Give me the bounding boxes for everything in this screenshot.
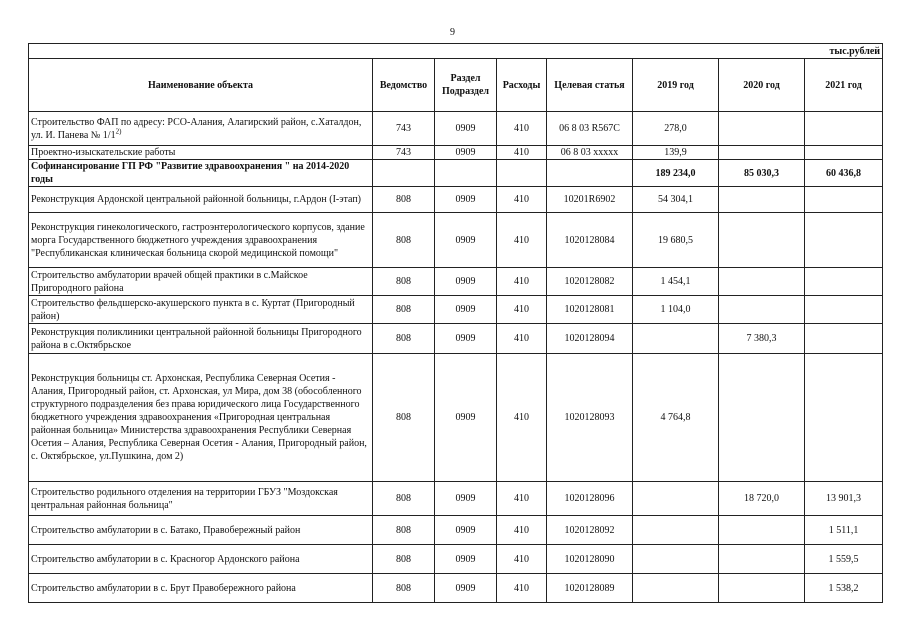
cell-section: 0909 <box>435 112 497 146</box>
table-row <box>29 296 883 324</box>
cell-y2021 <box>805 268 883 296</box>
cell-expense: 410 <box>497 146 547 160</box>
cell-y2020 <box>719 354 805 482</box>
cell-y2019 <box>633 574 719 603</box>
cell-target: 10201R6902 <box>547 187 633 213</box>
table-row <box>29 268 883 296</box>
cell-name: Строительство амбулатории в с. Красногор Ардонского района <box>29 545 373 574</box>
cell-name: Проектно-изыскательские работы <box>29 146 373 160</box>
cell-name: Строительство амбулатории врачей общей практики в с.Майское Пригородного района <box>29 268 373 296</box>
cell-section: 0909 <box>435 574 497 603</box>
cell-name: Реконструкция гинекологического, гастроэнтерологического корпусов, здание морга Государственного бюджетного учреждения здравоохранения "Республиканская клиническая больница скорой медицинской помощи" <box>29 213 373 268</box>
cell-name: Строительство родильного отделения на территории ГБУЗ "Моздокская центральная районная больница" <box>29 482 373 516</box>
cell-y2020: 18 720,0 <box>719 482 805 516</box>
cell-expense: 410 <box>497 296 547 324</box>
cell-y2021: 1 559,5 <box>805 545 883 574</box>
cell-dept: 808 <box>373 187 435 213</box>
table-row <box>29 482 883 516</box>
cell-y2019 <box>633 482 719 516</box>
cell-y2020 <box>719 296 805 324</box>
header-2021: 2021 год <box>805 59 883 112</box>
cell-expense: 410 <box>497 545 547 574</box>
cell-target: 1020128081 <box>547 296 633 324</box>
cell-y2020 <box>719 516 805 545</box>
cell-y2021 <box>805 296 883 324</box>
header-name: Наименование объекта <box>29 59 373 112</box>
cell-y2019: 54 304,1 <box>633 187 719 213</box>
cell-target: 1020128089 <box>547 574 633 603</box>
cell-y2020 <box>719 574 805 603</box>
header-target: Целевая статья <box>547 59 633 112</box>
cell-name: Реконструкция больницы ст. Архонская, Республика Северная Осетия - Алания, Пригородный район, ст. Архонская, ул Мира, дом 38 (обособленного структурного подразделения без права юридического лица Государственного бюджетного учреждения здравоохранения «Пригородная центральная районная больница» Министерства здравоохранения Республики Северная Осетия – Алания, Республика Северная Осетия - Алания, Пригородный район, с. Октябрьское, ул.Пушкина, дом 2) <box>29 354 373 482</box>
cell-y2019: 1 454,1 <box>633 268 719 296</box>
cell-dept <box>373 160 435 187</box>
header-2019: 2019 год <box>633 59 719 112</box>
cell-y2021 <box>805 187 883 213</box>
cell-target: 1020128092 <box>547 516 633 545</box>
cell-name: Строительство фельдшерско-акушерского пункта в с. Куртат (Пригородный район) <box>29 296 373 324</box>
cell-y2021 <box>805 354 883 482</box>
cell-y2021 <box>805 213 883 268</box>
header-dept: Ведомство <box>373 59 435 112</box>
cell-target <box>547 160 633 187</box>
cell-name: Реконструкция поликлиники центральной районной больницы Пригородного района в с.Октябрьское <box>29 324 373 354</box>
cell-y2020: 7 380,3 <box>719 324 805 354</box>
table-row <box>29 516 883 545</box>
table-row <box>29 354 883 482</box>
cell-y2019: 139,9 <box>633 146 719 160</box>
cell-section: 0909 <box>435 545 497 574</box>
cell-expense: 410 <box>497 324 547 354</box>
cell-y2019 <box>633 324 719 354</box>
cell-expense <box>497 160 547 187</box>
cell-expense: 410 <box>497 112 547 146</box>
cell-target: 1020128094 <box>547 324 633 354</box>
cell-target: 1020128084 <box>547 213 633 268</box>
cell-dept: 808 <box>373 296 435 324</box>
footnote-mark: 2) <box>115 127 122 136</box>
cell-name: Строительство амбулатории в с. Брут Правобережного района <box>29 574 373 603</box>
cell-section: 0909 <box>435 324 497 354</box>
cell-expense: 410 <box>497 574 547 603</box>
cell-name: Строительство ФАП по адресу: РСО-Алания, Алагирский район, с.Хаталдон, ул. И. Панева № 1/1$^{2)}$ <box>29 112 373 146</box>
page-number: 9 <box>450 27 455 38</box>
cell-y2020 <box>719 268 805 296</box>
cell-y2020: 85 030,3 <box>719 160 805 187</box>
cell-y2021: 60 436,8 <box>805 160 883 187</box>
cell-y2021 <box>805 112 883 146</box>
cell-dept: 808 <box>373 213 435 268</box>
cell-dept: 743 <box>373 112 435 146</box>
cell-target: 1020128093 <box>547 354 633 482</box>
cell-dept: 808 <box>373 324 435 354</box>
cell-dept: 808 <box>373 268 435 296</box>
cell-dept: 808 <box>373 574 435 603</box>
table-row <box>29 324 883 354</box>
cell-y2019: 19 680,5 <box>633 213 719 268</box>
cell-y2020 <box>719 187 805 213</box>
cell-target: 1020128096 <box>547 482 633 516</box>
cell-y2020 <box>719 146 805 160</box>
cell-dept: 808 <box>373 516 435 545</box>
cell-section: 0909 <box>435 354 497 482</box>
cell-y2019 <box>633 516 719 545</box>
cell-y2021: 1 538,2 <box>805 574 883 603</box>
cell-y2019: 189 234,0 <box>633 160 719 187</box>
cell-y2019: 1 104,0 <box>633 296 719 324</box>
cell-target: 06 8 03 R567C <box>547 112 633 146</box>
cell-target: 1020128090 <box>547 545 633 574</box>
header-section: Раздел Подраздел <box>435 59 497 112</box>
cell-target: 1020128082 <box>547 268 633 296</box>
table-row <box>29 146 883 160</box>
cell-name: Реконструкция Ардонской центральной районной больницы, г.Ардон (I-этап) <box>29 187 373 213</box>
cell-dept: 808 <box>373 354 435 482</box>
cell-y2020 <box>719 545 805 574</box>
cell-name: Софинансирование ГП РФ "Развитие здравоохранения " на 2014-2020 годы <box>29 160 373 187</box>
cell-section: 0909 <box>435 268 497 296</box>
table-row <box>29 160 883 187</box>
cell-y2020 <box>719 213 805 268</box>
cell-y2019: 278,0 <box>633 112 719 146</box>
cell-expense: 410 <box>497 187 547 213</box>
header-expense: Расходы <box>497 59 547 112</box>
cell-y2019 <box>633 545 719 574</box>
cell-y2021: 13 901,3 <box>805 482 883 516</box>
cell-section: 0909 <box>435 146 497 160</box>
cell-section <box>435 160 497 187</box>
cell-y2021 <box>805 146 883 160</box>
cell-y2021 <box>805 324 883 354</box>
cell-dept: 743 <box>373 146 435 160</box>
cell-section: 0909 <box>435 213 497 268</box>
cell-section: 0909 <box>435 296 497 324</box>
cell-expense: 410 <box>497 268 547 296</box>
cell-dept: 808 <box>373 482 435 516</box>
cell-target: 06 8 03 xxxxx <box>547 146 633 160</box>
header-2020: 2020 год <box>719 59 805 112</box>
table-row <box>29 213 883 268</box>
cell-name: Строительство амбулатории в с. Батако, Правобережный район <box>29 516 373 545</box>
cell-section: 0909 <box>435 516 497 545</box>
table-row <box>29 112 883 146</box>
cell-dept: 808 <box>373 545 435 574</box>
unit-label: тыс.рублей <box>29 44 883 59</box>
budget-table <box>28 43 883 603</box>
cell-expense: 410 <box>497 213 547 268</box>
cell-y2019: 4 764,8 <box>633 354 719 482</box>
cell-expense: 410 <box>497 354 547 482</box>
table-row <box>29 545 883 574</box>
cell-section: 0909 <box>435 482 497 516</box>
cell-expense: 410 <box>497 482 547 516</box>
cell-y2020 <box>719 112 805 146</box>
cell-y2021: 1 511,1 <box>805 516 883 545</box>
table-row <box>29 187 883 213</box>
cell-expense: 410 <box>497 516 547 545</box>
cell-section: 0909 <box>435 187 497 213</box>
table-row <box>29 574 883 603</box>
